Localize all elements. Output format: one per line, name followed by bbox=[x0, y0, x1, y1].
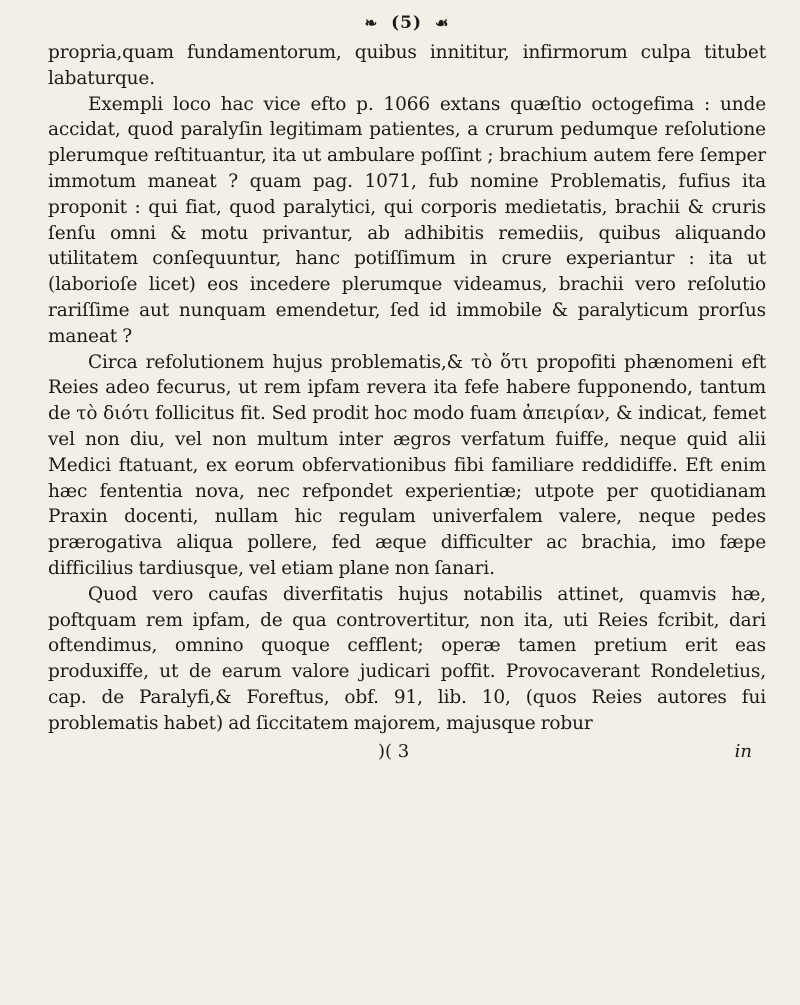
paragraph-1: propria,quam fundamentorum, quibus innititur, infirmorum culpa titubet labaturque. bbox=[48, 42, 766, 89]
body-text bbox=[48, 40, 766, 737]
paragraph-2: Exempli loco hac vice efto p. 1066 extans quæſtio octogefima : unde accidat, quod paralyſin legitimam patientes, a crurum pedumque reſolutione plerumque reſtituantur, ita ut ambulare poſſint ; brachium autem fere ſemper immotum maneat ? quam pag. 1071, fub nomine Problematis, fufius ita proponit : qui fiat, quod paralytici, qui corporis medietatis, brachii & cruris ſenſu omni & motu privantur, ab adhibitis remediis, quibus aliquando utilitatem conſequuntur, hanc potiſſimum in crure experiantur : ita ut (laborioſe licet) eos incedere plerumque videamus, brachii vero reſolutio rariſſime aut nunquam emendetur, ſed id immobile & paralyticum prorſus maneat ? bbox=[48, 93, 766, 347]
signature-mark: )( 3 bbox=[378, 740, 410, 762]
paragraph-4: Quod vero caufas diverfitatis hujus notabilis attinet, quamvis hæ, poftquam rem ipfam, de qua controvertitur, non ita, uti Reies fcribit, dari oftendimus, omnino quoque cefflent; operæ tamen pretium erit eas produxiffe, ut de earum valore judicari poffit. Provocaverant Rondeletius, cap. de Paralyfi,& Foreftus, obf. 91, lib. 10, (quos Reies autores fui problematis habet) ad ſiccitatem majorem, majusque robur bbox=[48, 583, 766, 734]
paragraph-3: Circa refolutionem hujus problematis,& τὸ ὅτι propofiti phænomeni eft Reies adeo fecurus, ut rem ipfam revera ita fefe habere fupponendo, tantum de τὸ διότι follicitus fit. Sed prodit hoc modo fuam ἀπειρίαν, & indicat, femet vel non diu, vel non multum inter ægros verfatum fuiffe, neque quid alii Medici ftatuant, ex eorum obfervationibus fibi familiare reddidiffe. Eft enim hæc fententia nova, nec refpondet experientiæ; utpote per quotidianam Praxin docenti, nullam hic regulam univerfalem valere, neque pedes prærogativa aliqua pollere, fed æque difficulter ac brachia, imo fæpe difficilius tardiusque, vel etiam plane non ſanari. bbox=[48, 351, 766, 579]
page-number: (5) bbox=[391, 13, 423, 33]
ornament-right-icon: ☙ bbox=[434, 14, 450, 32]
page-header bbox=[48, 6, 766, 40]
ornament-left-icon: ❧ bbox=[364, 14, 379, 32]
catchword: in bbox=[734, 740, 752, 762]
page-footer bbox=[48, 739, 766, 765]
